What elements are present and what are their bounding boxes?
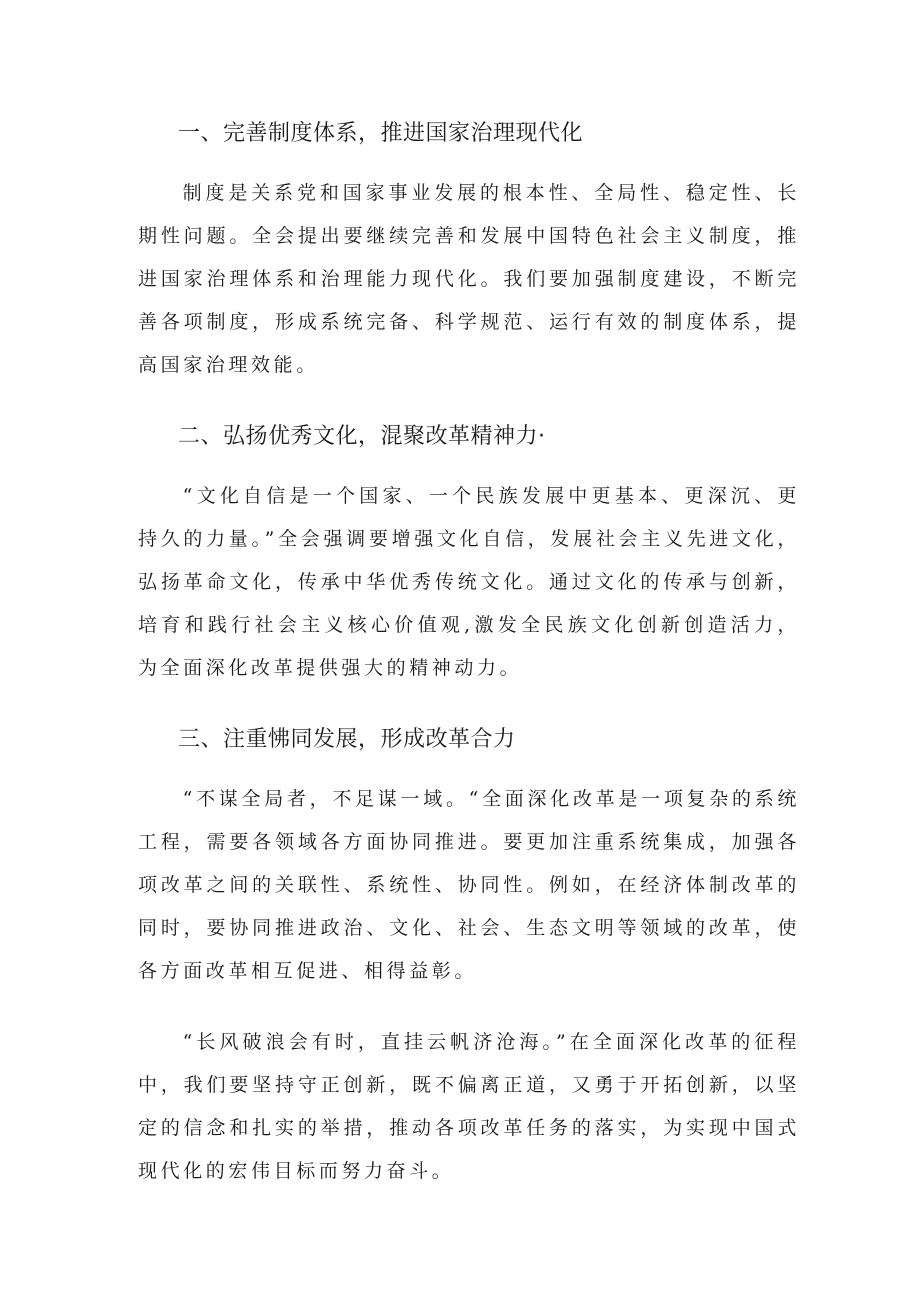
section-1-paragraph-1: 制度是关系党和国家事业发展的根本性、全局性、稳定性、长期性问题。全会提出要继续完善和发展中国特色社会主义制度，推进国家治理体系和治理能力现代化。我们要加强制度建设，不断完善各项制度，形成系统完备、科学规范、运行有效的制度体系，提高国家治理效能。 <box>138 182 800 376</box>
section-3-paragraph-1: “不谋全局者，不足谋一域。“全面深化改革是一项复杂的系统工程，需要各领域各方面协同推进。要更加注重系统集成，加强各项改革之间的关联性、系统性、协同性。例如，在经济体制改革的同时，要协同推进政治、文化、社会、生态文明等领域的改革，使各方面改革相互促进、相得益彰。 <box>138 788 800 982</box>
section-heading-1: 一、完善制度体系，推进国家治理现代化 <box>178 121 584 146</box>
section-2-paragraph-1: “文化自信是一个国家、一个民族发展中更基本、更深沉、更持久的力量。”全会强调要增强文化自信，发展社会主义先进文化，弘扬革命文化，传承中华优秀传统文化。通过文化的传承与创新，培育和践行社会主义核心价值观,激发全民族文化创新创造活力，为全面深化改革提供强大的精神动力。 <box>138 485 800 679</box>
section-heading-2: 二、弘扬优秀文化，混聚改革精神力· <box>178 424 546 449</box>
section-3-paragraph-2: “长风破浪会有时，直挂云帆济沧海。”在全面深化改革的征程中，我们要坚持守正创新，既不偏离正道，又勇于开拓创新，以坚定的信念和扎实的举措，推动各项改革任务的落实，为实现中国式现代化的宏伟目标而努力奋斗。 <box>138 1031 800 1182</box>
section-heading-3: 三、注重怫同发展，形成改革合力 <box>178 727 516 752</box>
